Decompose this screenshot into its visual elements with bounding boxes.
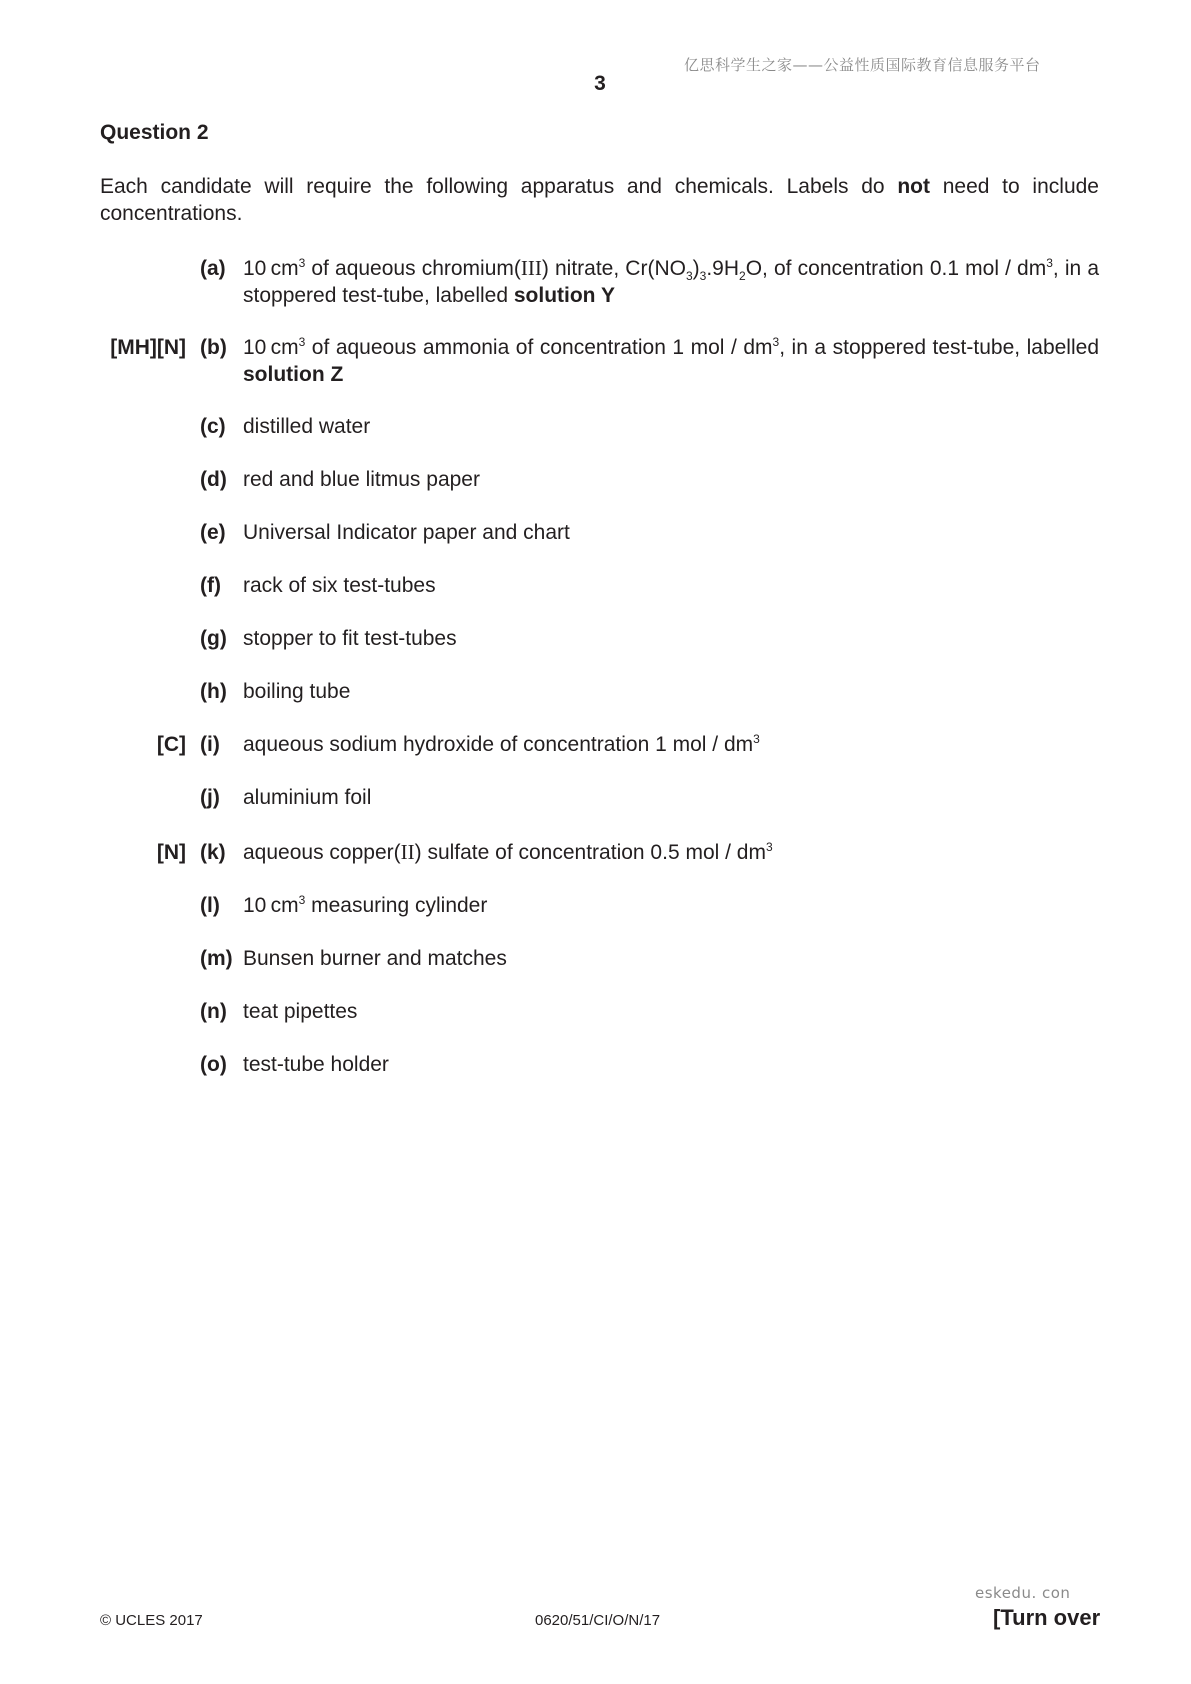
item-text: Universal Indicator paper and chart (243, 521, 570, 544)
item-label: (m) (200, 947, 233, 970)
item-text: aqueous sodium hydroxide of concentration 1 mol / $dm^3$ (243, 732, 760, 756)
item-text: 10 $cm^3$ measuring cylinder (243, 893, 488, 917)
item-label: (k) (200, 841, 226, 864)
item-text: aluminium foil (243, 786, 372, 809)
item-label: (i) (200, 733, 220, 756)
item-label: (l) (200, 894, 220, 917)
item-code: [MH][N] (110, 336, 186, 359)
page-number: 3 (594, 72, 606, 95)
question-intro: Each candidate will require the following apparatus and chemicals. Labels do not need to include concentrations. (100, 175, 1099, 225)
item-text: 10 $cm^3$ of aqueous ammonia of concentration 1 mol / $dm^3$, in a stoppered test-tube, labelled solution Z (243, 335, 1099, 386)
item-label: (f) (200, 574, 221, 597)
item-label: (c) (200, 415, 226, 438)
item-text: red and blue litmus paper (243, 468, 480, 491)
item-text: teat pipettes (243, 1000, 358, 1023)
item-text: Bunsen burner and matches (243, 947, 507, 970)
watermark-text: 亿思科学生之家——公益性质国际教育信息服务平台 (684, 56, 1041, 74)
intro-emphasis: not (897, 175, 930, 198)
item-text: rack of six test-tubes (243, 574, 436, 597)
item-code: [C] (156, 733, 186, 756)
paper-code: 0620/51/CI/O/N/17 (535, 1612, 661, 1629)
item-label: (d) (200, 468, 227, 491)
item-label: (e) (200, 521, 226, 544)
item-label: (b) (200, 336, 227, 359)
item-label: (a) (200, 257, 226, 280)
site-watermark: eskedu. con (975, 1584, 1071, 1602)
copyright: © UCLES 2017 (100, 1612, 203, 1629)
item-label: (g) (200, 627, 227, 650)
item-label: (h) (200, 680, 227, 703)
item-code: [N] (156, 841, 186, 864)
item-label: (n) (200, 1000, 227, 1023)
item-text: aqueous copper(II) sulfate of concentration 0.5 mol / $dm^3$ (243, 840, 773, 864)
question-title: Question 2 (100, 121, 209, 144)
item-text: boiling tube (243, 680, 351, 703)
item-text: 10 $cm^3$ of aqueous chromium(III) nitrate, $Cr(NO_3)_3.9H_2O$, of concentration 0.1 mol / $dm^3$, in a stoppered test-tube, labelled solution Y (243, 256, 1100, 307)
item-label: (o) (200, 1053, 227, 1076)
turn-over: [Turn over (993, 1605, 1101, 1630)
item-text: test-tube holder (243, 1053, 389, 1076)
item-label: (j) (200, 786, 220, 809)
item-text: stopper to fit test-tubes (243, 627, 457, 650)
item-text: distilled water (243, 415, 371, 438)
